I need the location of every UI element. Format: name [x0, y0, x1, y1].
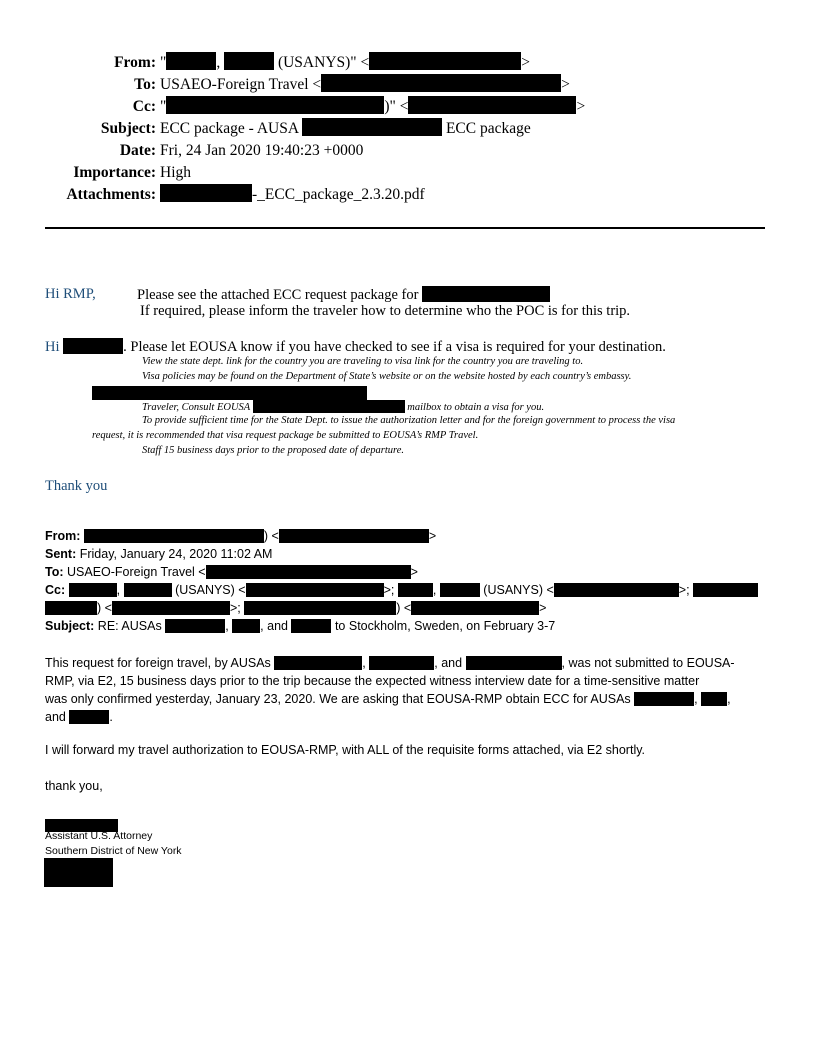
redaction: [440, 583, 480, 597]
redaction: [411, 601, 539, 615]
note-1: View the state dept. link for the country you are traveling to visa link for the country you are traveling to.: [142, 356, 584, 367]
reply-line-2: If required, please inform the traveler how to determine who the POC is for this trip.: [140, 303, 631, 319]
greeting-hi: Hi: [45, 339, 60, 355]
redaction: [321, 74, 561, 92]
attachments-label: Attachments:: [66, 186, 156, 203]
redaction: [166, 96, 384, 114]
sent-value: Friday, January 24, 2020 11:02 AM: [79, 547, 273, 561]
subject-label: Subject:: [100, 120, 156, 137]
reply-line-1: Please see the attached ECC request package for: [137, 286, 550, 304]
redaction: [302, 118, 442, 136]
redaction: [166, 52, 216, 70]
redaction: [63, 338, 123, 354]
redaction: [165, 619, 225, 633]
redaction: [84, 529, 264, 543]
email-header: [0, 52, 585, 206]
redaction: [253, 400, 405, 413]
redaction: [369, 656, 434, 670]
header-importance-row: [0, 162, 585, 184]
reply-line-3: Hi . Please let EOUSA know if you have checked to see if a visa is required for your destination.: [45, 339, 666, 355]
header-to-row: To: USAEO-Foreign Travel < >: [0, 74, 585, 96]
signature-office: Southern District of New York: [45, 845, 182, 857]
redaction: [693, 583, 758, 597]
note-5: request, it is recommended that visa request package be submitted to EOUSA’s RMP Travel.: [92, 430, 479, 441]
date-value: Fri, 24 Jan 2020 19:40:23 +0000: [160, 142, 364, 159]
note-6: Staff 15 business days prior to the proposed date of departure.: [142, 445, 405, 456]
from-label: From:: [114, 54, 156, 71]
header-divider: [45, 227, 765, 229]
redaction: [69, 710, 109, 724]
original-paragraph-1: This request for foreign travel, by AUSAs , , and , was not submitted to EOUSA- RMP, via E2, 15 business days prior to the trip because the expected witness interview date for a time-sensitive matter was only confirmed yesterday, January 23, 2020. We are asking that EOUSA-RMP obtain ECC for AUSAs , , and .: [45, 656, 735, 724]
orig-subject-row: Subject: RE: AUSAs , , and to Stockholm, Sweden, on February 3-7: [45, 619, 556, 633]
header-attachments-row: [0, 184, 585, 206]
redaction: [466, 656, 562, 670]
orig-from-row: From: ) < >: [45, 529, 437, 543]
redaction: [398, 583, 433, 597]
redaction: [206, 565, 411, 579]
attachment-link[interactable]: -_ECC_package_2.3.20.pdf: [160, 184, 425, 206]
note-4: To provide sufficient time for the State Dept. to issue the authorization letter and for the foreign government to process the visa: [142, 415, 676, 426]
cc-label: Cc:: [132, 98, 156, 115]
to-label: To:: [134, 76, 156, 93]
note-3: Traveler, Consult EOUSA mailbox to obtain a visa for you.: [142, 402, 545, 413]
header-from-row: From: " , (USANYS)" < >: [0, 52, 585, 74]
redaction: [232, 619, 260, 633]
redaction: [279, 529, 429, 543]
original-message-header: [45, 527, 758, 635]
date-label: Date:: [119, 142, 156, 159]
greeting-rmp: Hi RMP,: [45, 286, 96, 302]
redaction: [554, 583, 679, 597]
header-date-row: [0, 140, 585, 162]
redaction: [112, 601, 230, 615]
importance-value: High: [160, 164, 191, 181]
note-2: Visa policies may be found on the Department of State’s website or on the website hosted by each country’s embassy.: [142, 371, 632, 382]
original-paragraph-2: I will forward my travel authorization to EOUSA-RMP, with ALL of the requisite forms attached, via E2 shortly.: [45, 743, 646, 757]
redaction: [274, 656, 362, 670]
redaction: [69, 583, 117, 597]
header-cc-row: Cc: " )" < >: [0, 96, 585, 118]
importance-label: Importance:: [73, 164, 156, 181]
signoff: thank you,: [45, 779, 103, 793]
redaction: [244, 601, 396, 615]
signature-title: Assistant U.S. Attorney: [45, 830, 153, 842]
header-subject-row: Subject: ECC package - AUSA ECC package: [0, 118, 585, 140]
redaction: [246, 583, 384, 597]
redaction: [408, 96, 576, 114]
redaction: [701, 692, 727, 706]
thank-you: Thank you: [45, 478, 108, 494]
redaction: [634, 692, 694, 706]
orig-to-row: To: USAEO-Foreign Travel < >: [45, 565, 418, 579]
redaction: [369, 52, 521, 70]
redaction: [124, 583, 172, 597]
redaction: [45, 601, 97, 615]
orig-sent-row: Sent: Friday, January 24, 2020 11:02 AM: [45, 547, 273, 561]
orig-cc-row: Cc: , (USANYS) < >; , (USANYS) < >;: [45, 581, 758, 599]
signature-contact-redaction: [44, 858, 113, 889]
orig-cc-row-2: ) < >; ) < >: [45, 599, 758, 617]
redaction: [224, 52, 274, 70]
redaction: [291, 619, 331, 633]
redaction: [160, 184, 252, 202]
redaction: [422, 286, 550, 302]
